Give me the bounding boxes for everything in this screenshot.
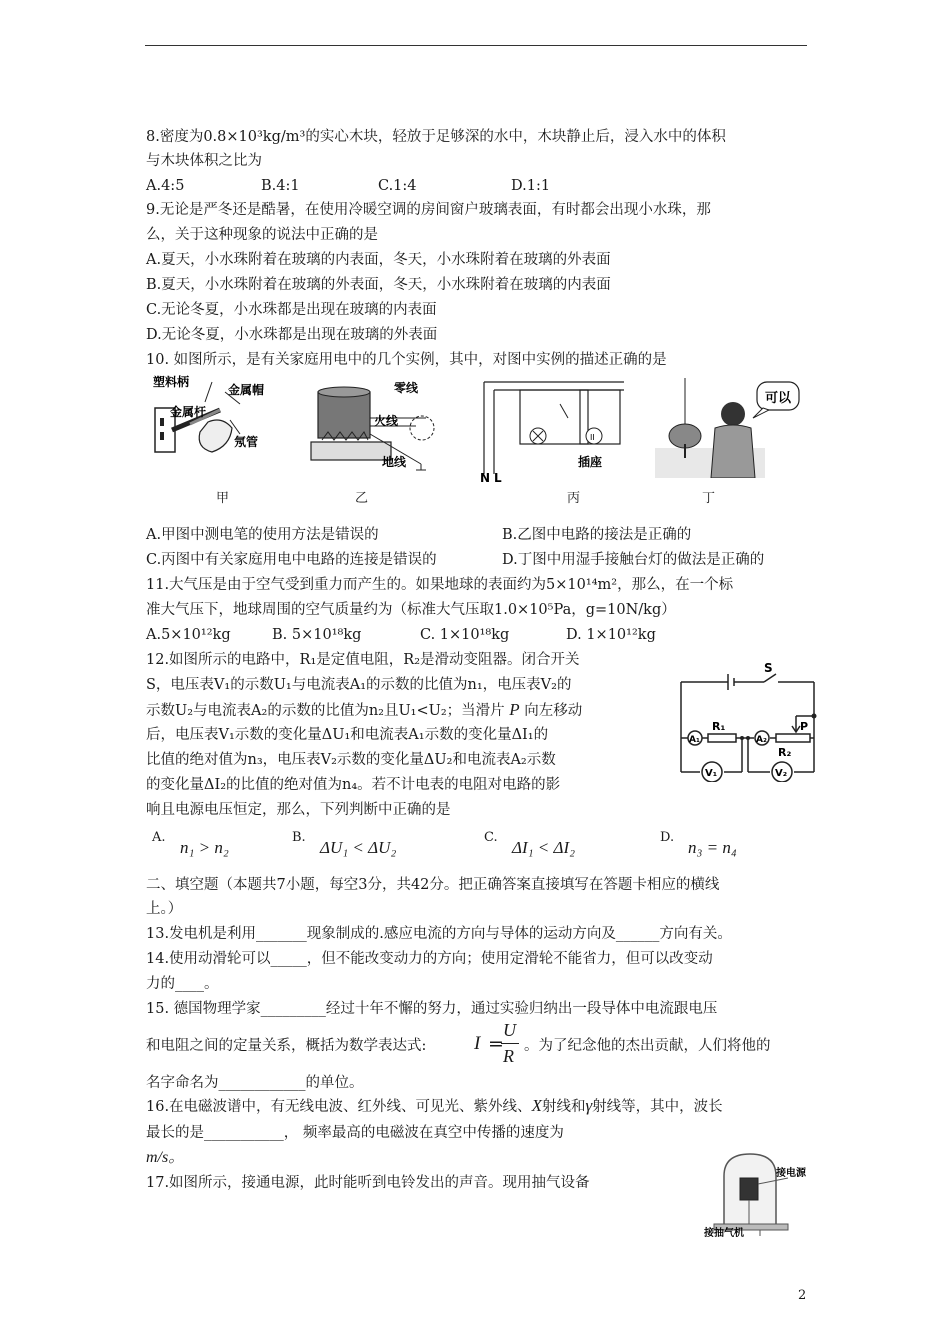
q9-line2: 么，关于这种现象的说法中正确的是 <box>146 227 378 243</box>
q12-option-d-label: D. <box>660 830 675 845</box>
q12-option-c-expr: ΔI₁ < ΔI₂ <box>512 838 576 857</box>
q11-line2: 准大气压下，地球周围的空气质量约为（标准大气压取1.0×10⁵Pa，g=10N/kg） <box>146 602 676 618</box>
electric-bell <box>740 1178 758 1200</box>
pot-body <box>318 392 370 438</box>
circuit-label-r2: R₂ <box>778 746 792 759</box>
q14-line2: 力的____。 <box>146 976 219 992</box>
q17-label-power: 接电源 <box>776 1168 806 1179</box>
page-number: 2 <box>798 1288 807 1303</box>
q16-line1 <box>146 1096 723 1117</box>
q11-option-c: C. 1×10¹⁸kg <box>420 627 510 643</box>
q8-option-c: C.1:4 <box>378 178 417 194</box>
q15-formula-denominator: R <box>503 1046 514 1066</box>
q16-x-symbol: X <box>531 1096 542 1115</box>
q13-line: 13.发电机是利用_______现象制成的.感应电流的方向与导体的运动方向及______方向有关。 <box>146 926 732 942</box>
figure-yi-caption: 乙 <box>355 491 369 506</box>
q10-option-c: C.丙图中有关家庭用电中电路的连接是错误的 <box>146 552 437 568</box>
q10-line1: 10. 如图所示，是有关家庭用电中的几个实例，其中，对图中实例的描述正确的是 <box>146 352 667 368</box>
q12-option-a-label: A. <box>152 830 166 845</box>
q16-gamma-symbol: γ <box>585 1096 593 1115</box>
yi-label-live: 火线 <box>374 414 399 428</box>
q11-option-a: A.5×10¹²kg <box>146 627 231 643</box>
q9-option-c: C.无论冬夏，小水珠都是出现在玻璃的内表面 <box>146 302 437 318</box>
q12-line7: 响且电源电压恒定，那么，下列判断中正确的是 <box>146 802 451 818</box>
q15-line2a: 和电阻之间的定量关系，概括为数学表达式: <box>146 1038 427 1054</box>
q16-line2: 最长的是___________， 频率最高的电磁波在真空中传播的速度为 <box>146 1125 564 1141</box>
q15-formula-i: I <box>474 1033 481 1054</box>
q12-line6: 的变化量ΔI₂的比值的绝对值为n₄。若不计电表的电阻对电路的影 <box>146 777 561 793</box>
q9-option-a: A.夏天，小水珠附着在玻璃的内表面，冬天，小水珠附着在玻璃的外表面 <box>146 252 611 268</box>
circuit-label-s: S <box>764 661 773 675</box>
bing-label-socket: 插座 <box>578 455 603 469</box>
q11-line1: 11.大气压是由于空气受到重力而产生的。如果地球的表面约为5×10¹⁴m²，那么，在一个标 <box>146 577 734 593</box>
q9-option-d: D.无论冬夏，小水珠都是出现在玻璃的外表面 <box>146 327 438 343</box>
circuit-label-v2: V₂ <box>775 768 788 779</box>
q15-line2b: 。为了纪念他的杰出贡献，人们将他的 <box>524 1038 771 1054</box>
q11-option-b: B. 5×10¹⁸kg <box>272 627 362 643</box>
q12-option-b-expr: ΔU₁ < ΔU₂ <box>320 838 397 857</box>
q14-line1: 14.使用动滑轮可以_____，但不能改变动力的方向；使用定滑轮不能省力，但可以改变动 <box>146 951 713 967</box>
q17-bell-jar-figure <box>700 1148 812 1238</box>
person-body <box>711 425 755 478</box>
q12-option-c-label: C. <box>484 830 498 845</box>
q11-option-d: D. 1×10¹²kg <box>566 627 656 643</box>
figure-bing-caption: 丙 <box>567 491 581 506</box>
figure-bing <box>478 374 630 482</box>
q17-line1: 17.如图所示，接通电源，此时能听到电铃发出的声音。现用抽气设备 <box>146 1175 590 1191</box>
q12-option-d-expr: n₃ = n₄ <box>688 838 737 857</box>
q10-option-a: A.甲图中测电笔的使用方法是错误的 <box>146 527 379 543</box>
q16-line3: m/s。 <box>146 1149 185 1166</box>
q8-option-b: B.4:1 <box>261 178 300 194</box>
q15-fraction-bar <box>501 1043 519 1044</box>
switch-symbol <box>560 404 568 418</box>
q12-line3-tail: 向左移动 <box>524 703 583 719</box>
q16-line1-a: 16.在电磁波谱中，有无线电波、红外线、可见光、紫外线、 <box>146 1099 532 1115</box>
header-rule <box>145 45 807 46</box>
circuit-label-r1: R₁ <box>712 720 726 733</box>
jia-label-plastic-handle: 塑料柄 <box>153 375 190 389</box>
q15-line3: 名字命名为____________的单位。 <box>146 1075 364 1091</box>
circuit-label-p: P <box>800 720 809 733</box>
q12-line3-text: 示数U₂与电流表A₂的示数的比值为n₂且U₁<U₂；当滑片 <box>146 703 505 719</box>
q9-line1: 9.无论是严冬还是酷暑，在使用冷暖空调的房间窗户玻璃表面，有时都会出现小水珠，那 <box>146 202 711 218</box>
q16-line1-c: 射线等，其中，波长 <box>592 1099 723 1115</box>
q12-circuit <box>676 660 826 782</box>
bing-label-l: L <box>494 471 502 482</box>
q12-line4: 后，电压表V₁示数的变化量ΔU₁和电流表A₁示数的变化量ΔI₁的 <box>146 727 549 743</box>
section2-heading-line1: 二、填空题（本题共7小题，每空3分，共42分。把正确答案直接填写在答题卡相应的横线 <box>146 877 720 893</box>
yi-label-neutral: 零线 <box>394 381 419 395</box>
q12-slider-p: P <box>509 700 520 719</box>
person-head <box>721 402 745 426</box>
circuit-label-a1: A₁ <box>689 735 700 745</box>
q17-label-pump: 接抽气机 <box>704 1228 744 1238</box>
q12-option-a-expr: n₁ > n₂ <box>180 838 229 857</box>
hand-shape <box>199 420 232 452</box>
q15-line1: 15. 德国物理学家_________经过十年不懈的努力，通过实验归纳出一段导体中电流跟电压 <box>146 1001 718 1017</box>
figure-jia-caption: 甲 <box>216 491 230 506</box>
q8-line1: 8.密度为0.8×10³kg/m³的实心木块，轻放于足够深的水中，木块静止后，浸入水中的体积 <box>146 129 726 145</box>
circuit-label-a2: A₂ <box>756 735 767 745</box>
q10-option-b: B.乙图中电路的接法是正确的 <box>502 527 692 543</box>
jia-label-metal-cap: 金属帽 <box>228 383 265 397</box>
figure-ding <box>655 378 805 478</box>
jia-label-metal-rod: 金属杆 <box>170 405 207 419</box>
svg-text:II: II <box>590 433 595 442</box>
circuit-label-v1: V₁ <box>705 768 718 779</box>
q12-line5: 比值的绝对值为n₃，电压表V₂示数的变化量ΔU₂和电流表A₂示数 <box>146 752 556 768</box>
q16-line1-b: 射线和 <box>541 1099 586 1115</box>
figure-yi <box>306 378 446 474</box>
q12-line1: 12.如图所示的电路中，R₁是定值电阻，R₂是滑动变阻器。闭合开关 <box>146 652 580 668</box>
jia-label-neon-tube: 氖管 <box>234 435 259 449</box>
figure-jia <box>150 372 290 472</box>
bing-label-n: N <box>480 471 491 482</box>
yi-label-ground: 地线 <box>382 455 407 469</box>
q12-option-b-label: B. <box>292 830 306 845</box>
q15-formula-numerator: U <box>503 1020 516 1040</box>
stove-base <box>311 442 391 460</box>
q10-option-d: D.丁图中用湿手接触台灯的做法是正确的 <box>502 552 765 568</box>
ding-bubble-text: 可以 <box>765 391 792 406</box>
q8-option-a: A.4:5 <box>146 178 185 194</box>
figure-ding-caption: 丁 <box>702 491 716 506</box>
q8-option-d: D.1:1 <box>511 178 551 194</box>
q12-line2: S，电压表V₁的示数U₁与电流表A₁的示数的比值为n₁，电压表V₂的 <box>146 677 572 693</box>
q8-line2: 与木块体积之比为 <box>146 153 262 169</box>
section2-heading-line2: 上。） <box>146 901 183 917</box>
q12-line3 <box>146 700 582 721</box>
q15-formula-eq: = <box>488 1033 504 1055</box>
q9-option-b: B.夏天，小水珠附着在玻璃的外表面，冬天，小水珠附着在玻璃的内表面 <box>146 277 611 293</box>
